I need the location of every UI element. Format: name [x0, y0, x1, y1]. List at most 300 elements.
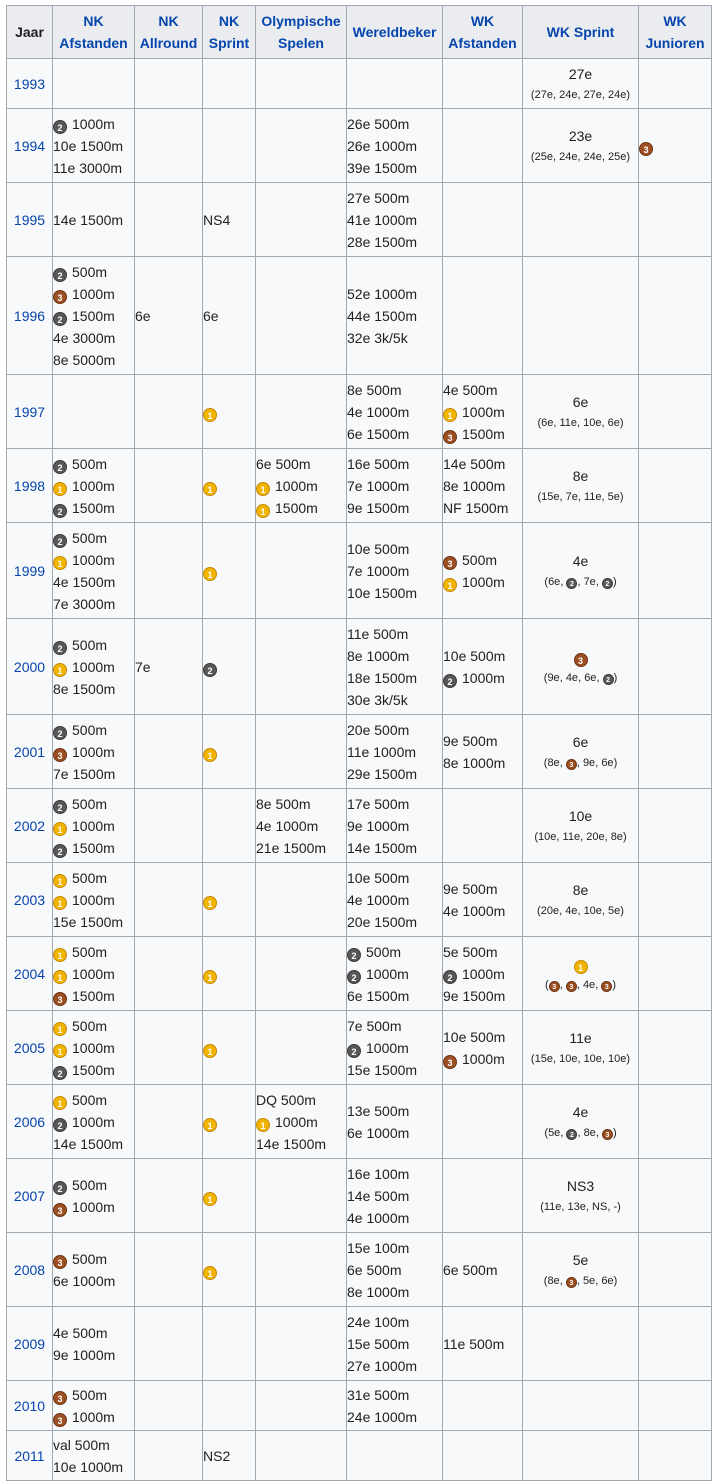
cell-wk-junioren	[639, 789, 712, 863]
result-text: 1000m	[275, 1113, 318, 1130]
result-line	[347, 1259, 442, 1281]
result-line	[443, 549, 522, 571]
cell-wk-sprint	[523, 257, 639, 375]
result-text: 1000m	[72, 1039, 115, 1056]
cell-nk-allround	[135, 1159, 203, 1233]
result-text: 31e 500m	[347, 1386, 410, 1403]
sprint-breakdown: (6e, 2 , 7e, 2 )	[544, 575, 617, 588]
result-text: 10e 500m	[443, 1028, 506, 1045]
sprint-part: 8e	[583, 1126, 596, 1139]
cell-nk-sprint	[203, 257, 256, 375]
cell-wk-junioren	[639, 1307, 712, 1381]
silver-medal-icon: 2	[53, 504, 67, 518]
result-line	[347, 187, 442, 209]
cell-wk-sprint	[523, 523, 639, 619]
bronze-medal-icon: 3	[566, 981, 577, 992]
sprint-part: 7e	[583, 575, 596, 588]
cell-olympics	[256, 257, 347, 375]
cell-nk-afstanden	[53, 257, 135, 375]
silver-medal-icon: 2	[53, 1181, 67, 1195]
result-text: 4e 3000m	[53, 329, 116, 346]
sprint-part: 25e	[608, 150, 627, 163]
result-text: 11e 500m	[443, 1335, 505, 1352]
cell-wk-junioren	[639, 257, 712, 375]
result-line	[53, 1111, 134, 1133]
bronze-medal-icon: 3	[53, 1391, 67, 1405]
cell-worldcup	[347, 183, 443, 257]
result-text: 1000m	[366, 965, 409, 982]
cell-wk-afstanden	[443, 1233, 523, 1307]
result-text: 29e 1500m	[347, 765, 418, 782]
cell-nk-sprint	[203, 1307, 256, 1381]
result-text: 1000m	[72, 817, 115, 834]
cell-nk-allround	[135, 523, 203, 619]
table-row	[7, 523, 712, 619]
sprint-breakdown: (27e, 24e, 27e, 24e)	[530, 88, 631, 101]
result-line	[443, 1333, 522, 1355]
result-line	[53, 985, 134, 1007]
result-line	[347, 1185, 442, 1207]
result-text: 500m	[72, 455, 108, 472]
sprint-part: 8e	[547, 756, 560, 769]
result-line	[347, 719, 442, 741]
result-line	[53, 837, 134, 859]
year-link[interactable]: 2011	[7, 1431, 53, 1481]
result-text: 14e 1500m	[53, 1135, 124, 1152]
year-link[interactable]: 2006	[7, 1085, 53, 1159]
cell-wk-junioren	[639, 59, 712, 109]
gold-medal-icon: 1	[203, 1118, 217, 1132]
sprint-overall: 4e	[572, 552, 589, 569]
result-line	[347, 741, 442, 763]
silver-medal-icon: 2	[53, 726, 67, 740]
result-line	[53, 678, 134, 700]
result-line	[347, 1384, 442, 1406]
result-text: 4e 1500m	[53, 573, 116, 590]
result-text: 24e 1000m	[347, 1408, 418, 1425]
sprint-part: 8e	[547, 1274, 560, 1287]
result-text: 9e 500m	[443, 880, 498, 897]
result-line	[53, 327, 134, 349]
year-link[interactable]: 2000	[7, 619, 53, 715]
silver-medal-icon: 2	[566, 1129, 577, 1140]
result-line	[347, 793, 442, 815]
result-line	[203, 741, 255, 763]
cell-worldcup	[347, 863, 443, 937]
gold-medal-icon: 1	[203, 482, 217, 496]
result-text: 14e 1500m	[53, 211, 124, 228]
cell-olympics	[256, 1233, 347, 1307]
result-line	[347, 1406, 442, 1428]
sprint-part: 20e	[586, 830, 605, 843]
cell-worldcup	[347, 1307, 443, 1381]
sprint-part: 5e	[608, 904, 621, 917]
year-link[interactable]: 1999	[7, 523, 53, 619]
sprint-part: 24e	[583, 150, 602, 163]
col-header-wk-junioren[interactable]: WK Junioren	[639, 6, 712, 59]
year-link[interactable]: 2001	[7, 715, 53, 789]
result-line	[256, 815, 346, 837]
result-line	[443, 475, 522, 497]
result-line	[53, 157, 134, 179]
result-line	[347, 1311, 442, 1333]
cell-worldcup	[347, 1085, 443, 1159]
result-line	[53, 1270, 134, 1292]
cell-worldcup	[347, 715, 443, 789]
result-line	[53, 1434, 134, 1456]
col-header-wk-sprint[interactable]: WK Sprint	[523, 6, 639, 59]
cell-worldcup	[347, 449, 443, 523]
result-text: 8e 1000m	[347, 1283, 410, 1300]
cell-wk-sprint	[523, 375, 639, 449]
result-line	[203, 305, 255, 327]
result-line	[53, 1174, 134, 1196]
result-text: 7e 500m	[347, 1017, 402, 1034]
cell-nk-allround	[135, 59, 203, 109]
result-line	[347, 327, 442, 349]
result-text: 1000m	[462, 573, 505, 590]
cell-olympics	[256, 523, 347, 619]
cell-nk-allround	[135, 1085, 203, 1159]
sprint-part: 7e	[565, 490, 578, 503]
year-link[interactable]: 1993	[7, 59, 53, 109]
year-link[interactable]: 2010	[7, 1381, 53, 1431]
result-line	[347, 763, 442, 785]
year-link[interactable]: 2007	[7, 1159, 53, 1233]
result-text: 1500m	[72, 839, 115, 856]
sprint-part: NS	[592, 1200, 608, 1213]
bronze-medal-icon: 3	[566, 759, 577, 770]
sprint-part: 10e	[583, 1052, 602, 1065]
cell-worldcup	[347, 1381, 443, 1431]
sprint-overall	[523, 646, 638, 668]
result-text: 8e 500m	[347, 381, 402, 398]
result-line	[256, 793, 346, 815]
year-link[interactable]: 1996	[7, 257, 53, 375]
table-row	[7, 183, 712, 257]
year-link[interactable]: 2005	[7, 1011, 53, 1085]
cell-wk-afstanden	[443, 1431, 523, 1481]
cell-wk-junioren	[639, 1381, 712, 1431]
result-text: 1000m	[72, 115, 115, 132]
result-text: 1500m	[462, 425, 505, 442]
silver-medal-icon: 2	[53, 460, 67, 474]
result-line	[347, 689, 442, 711]
cell-wk-sprint	[523, 789, 639, 863]
result-line	[53, 911, 134, 933]
result-text: 6e 500m	[256, 455, 311, 472]
result-text: 1000m	[275, 477, 318, 494]
result-text: 4e 1000m	[347, 403, 410, 420]
col-header-wk-afstanden[interactable]: WK Afstanden	[443, 6, 523, 59]
cell-nk-sprint	[203, 715, 256, 789]
sprint-breakdown: (8e, 3 , 5e, 6e)	[543, 1274, 618, 1287]
cell-olympics	[256, 619, 347, 715]
result-line	[347, 623, 442, 645]
col-header-nk-afstanden[interactable]: NK Afstanden	[53, 6, 135, 59]
result-line	[203, 209, 255, 231]
table-body	[7, 59, 712, 1481]
sprint-overall: 4e	[572, 1103, 589, 1120]
cell-wk-afstanden	[443, 1307, 523, 1381]
result-line	[347, 1037, 442, 1059]
cell-nk-afstanden	[53, 1233, 135, 1307]
result-line	[53, 1133, 134, 1155]
sprint-part: 20e	[540, 904, 560, 917]
gold-medal-icon: 1	[203, 408, 217, 422]
result-text: 6e 1500m	[347, 987, 410, 1004]
result-line	[443, 401, 522, 423]
col-header-olympische-spelen[interactable]: Olympische Spelen	[256, 6, 347, 59]
result-line	[135, 305, 202, 327]
result-line	[347, 135, 442, 157]
result-line	[347, 1059, 442, 1081]
cell-wk-junioren	[639, 1233, 712, 1307]
result-text: 20e 500m	[347, 721, 410, 738]
cell-olympics	[256, 449, 347, 523]
table-row	[7, 257, 712, 375]
result-line	[347, 538, 442, 560]
cell-wk-afstanden	[443, 183, 523, 257]
gold-medal-icon: 1	[203, 567, 217, 581]
result-line	[347, 209, 442, 231]
result-line	[53, 1406, 134, 1428]
sprint-overall: 10e	[568, 807, 593, 824]
result-text: 7e	[135, 658, 151, 675]
result-line	[53, 453, 134, 475]
result-text: 11e 1000m	[347, 743, 417, 760]
year-link[interactable]: 2008	[7, 1233, 53, 1307]
cell-nk-sprint	[203, 183, 256, 257]
result-text: 1000m	[366, 1039, 409, 1056]
sprint-part: 10e	[538, 830, 557, 843]
cell-nk-sprint	[203, 789, 256, 863]
cell-olympics	[256, 109, 347, 183]
result-text: 21e 1500m	[256, 839, 327, 856]
cell-wk-afstanden	[443, 619, 523, 715]
cell-worldcup	[347, 257, 443, 375]
result-text: 1000m	[462, 1050, 505, 1067]
header-row	[7, 6, 712, 59]
sprint-part: 6e	[607, 416, 620, 429]
cell-wk-sprint	[523, 1381, 639, 1431]
result-line	[53, 1196, 134, 1218]
sprint-part: 13e	[567, 1200, 586, 1213]
year-link[interactable]: 1995	[7, 183, 53, 257]
result-line	[256, 497, 346, 519]
cell-olympics	[256, 375, 347, 449]
gold-medal-icon: 1	[203, 896, 217, 910]
result-line	[347, 379, 442, 401]
cell-nk-afstanden	[53, 1011, 135, 1085]
cell-worldcup	[347, 1431, 443, 1481]
table-row	[7, 715, 712, 789]
bronze-medal-icon: 3	[53, 992, 67, 1006]
result-line	[53, 889, 134, 911]
result-line	[443, 667, 522, 689]
bronze-medal-icon: 3	[549, 981, 560, 992]
bronze-medal-icon: 3	[574, 653, 588, 667]
sprint-part: 27e	[534, 88, 553, 101]
cell-nk-allround	[135, 1381, 203, 1431]
sprint-breakdown: (15e, 10e, 10e, 10e)	[530, 1052, 631, 1065]
table-row	[7, 1381, 712, 1431]
result-line	[256, 1111, 346, 1133]
result-text: 24e 100m	[347, 1313, 410, 1330]
sprint-part: 24e	[608, 88, 627, 101]
gold-medal-icon: 1	[203, 748, 217, 762]
result-text: 6e 500m	[443, 1261, 498, 1278]
cell-nk-sprint	[203, 863, 256, 937]
sprint-overall: 11e	[569, 1029, 592, 1046]
result-line	[443, 423, 522, 445]
result-line	[53, 135, 134, 157]
gold-medal-icon: 1	[256, 482, 270, 496]
bronze-medal-icon: 3	[53, 1413, 67, 1427]
cell-wk-afstanden	[443, 937, 523, 1011]
result-text: 9e 500m	[443, 732, 498, 749]
result-line	[347, 815, 442, 837]
sprint-breakdown: (15e, 7e, 11e, 5e)	[537, 490, 624, 503]
result-line	[347, 475, 442, 497]
sprint-overall: 5e	[572, 1251, 589, 1268]
result-line	[443, 985, 522, 1007]
silver-medal-icon: 2	[53, 800, 67, 814]
result-line	[443, 1026, 522, 1048]
result-text: 27e 1000m	[347, 1357, 418, 1374]
silver-medal-icon: 2	[53, 312, 67, 326]
result-text: 10e 500m	[347, 540, 410, 557]
col-header-wereldbeker[interactable]: Wereldbeker	[347, 6, 443, 59]
sprint-overall	[523, 953, 638, 975]
result-line	[203, 401, 255, 423]
year-link[interactable]: 1997	[7, 375, 53, 449]
cell-nk-allround	[135, 619, 203, 715]
cell-nk-sprint	[203, 619, 256, 715]
gold-medal-icon: 1	[53, 822, 67, 836]
result-line	[53, 1089, 134, 1111]
year-link[interactable]: 2002	[7, 789, 53, 863]
result-text: 500m	[72, 636, 108, 653]
sprint-part: 4e	[582, 978, 596, 991]
cell-wk-junioren	[639, 715, 712, 789]
result-line	[53, 719, 134, 741]
bronze-medal-icon: 3	[602, 1129, 613, 1140]
sprint-part: 27e	[583, 88, 602, 101]
cell-wk-afstanden	[443, 789, 523, 863]
gold-medal-icon: 1	[53, 896, 67, 910]
result-line	[443, 963, 522, 985]
bronze-medal-icon: 3	[53, 290, 67, 304]
cell-wk-junioren	[639, 1159, 712, 1233]
gold-medal-icon: 1	[574, 960, 588, 974]
sprint-part: 5e	[548, 1126, 561, 1139]
cell-wk-junioren	[639, 523, 712, 619]
cell-olympics	[256, 789, 347, 863]
sprint-part: 4e	[565, 671, 579, 684]
year-link[interactable]: 1998	[7, 449, 53, 523]
silver-medal-icon: 2	[53, 641, 67, 655]
bronze-medal-icon: 3	[443, 556, 457, 570]
result-line	[256, 453, 346, 475]
gold-medal-icon: 1	[256, 504, 270, 518]
result-text: 1000m	[72, 477, 115, 494]
cell-wk-sprint	[523, 937, 639, 1011]
table-row	[7, 1233, 712, 1307]
result-text: 26e 1000m	[347, 137, 418, 154]
gold-medal-icon: 1	[53, 970, 67, 984]
col-header-nk-allround[interactable]: NK Allround	[135, 6, 203, 59]
result-line	[443, 1259, 522, 1281]
cell-wk-junioren	[639, 183, 712, 257]
result-line	[53, 1059, 134, 1081]
cell-nk-sprint	[203, 449, 256, 523]
result-line	[443, 379, 522, 401]
sprint-part: 11e	[583, 490, 602, 503]
cell-nk-afstanden	[53, 863, 135, 937]
sprint-overall: 23e	[568, 127, 593, 144]
cell-wk-sprint	[523, 1085, 639, 1159]
result-text: 20e 1500m	[347, 913, 418, 930]
result-text: 1000m	[72, 965, 115, 982]
result-text: 6e 500m	[347, 1261, 402, 1278]
cell-wk-afstanden	[443, 257, 523, 375]
result-text: 28e 1500m	[347, 233, 418, 250]
result-line	[347, 497, 442, 519]
cell-wk-junioren	[639, 1085, 712, 1159]
sprint-breakdown: (5e, 2 , 8e, 3 )	[544, 1126, 617, 1139]
table-row	[7, 449, 712, 523]
sprint-part: 5e	[607, 490, 620, 503]
result-text: 7e 1000m	[347, 477, 410, 494]
table-row	[7, 1431, 712, 1481]
sprint-part: 11e	[543, 1200, 562, 1213]
result-line	[203, 889, 255, 911]
col-header-nk-sprint[interactable]: NK Sprint	[203, 6, 256, 59]
result-line	[256, 475, 346, 497]
sprint-breakdown: (11e, 13e, NS, -)	[540, 1200, 621, 1213]
result-line	[53, 1322, 134, 1344]
sprint-part: 6e	[584, 671, 597, 684]
result-text: 27e 500m	[347, 189, 410, 206]
cell-nk-sprint	[203, 1159, 256, 1233]
cell-worldcup	[347, 789, 443, 863]
cell-wk-junioren	[639, 1011, 712, 1085]
cell-worldcup	[347, 1233, 443, 1307]
year-link[interactable]: 1994	[7, 109, 53, 183]
gold-medal-icon: 1	[203, 970, 217, 984]
result-text: 4e 500m	[53, 1324, 108, 1341]
cell-wk-afstanden	[443, 109, 523, 183]
cell-wk-afstanden	[443, 715, 523, 789]
result-text: NS4	[203, 211, 231, 228]
result-line	[53, 1344, 134, 1366]
cell-worldcup	[347, 619, 443, 715]
result-line	[347, 401, 442, 423]
result-text: 7e 1000m	[347, 562, 410, 579]
year-link[interactable]: 2003	[7, 863, 53, 937]
year-link[interactable]: 2009	[7, 1307, 53, 1381]
result-line	[347, 1333, 442, 1355]
gold-medal-icon: 1	[256, 1118, 270, 1132]
result-line	[347, 963, 442, 985]
result-line	[53, 634, 134, 656]
silver-medal-icon: 2	[53, 268, 67, 282]
cell-nk-afstanden	[53, 523, 135, 619]
result-text: 1000m	[462, 965, 505, 982]
year-link[interactable]: 2004	[7, 937, 53, 1011]
bronze-medal-icon: 3	[53, 1203, 67, 1217]
